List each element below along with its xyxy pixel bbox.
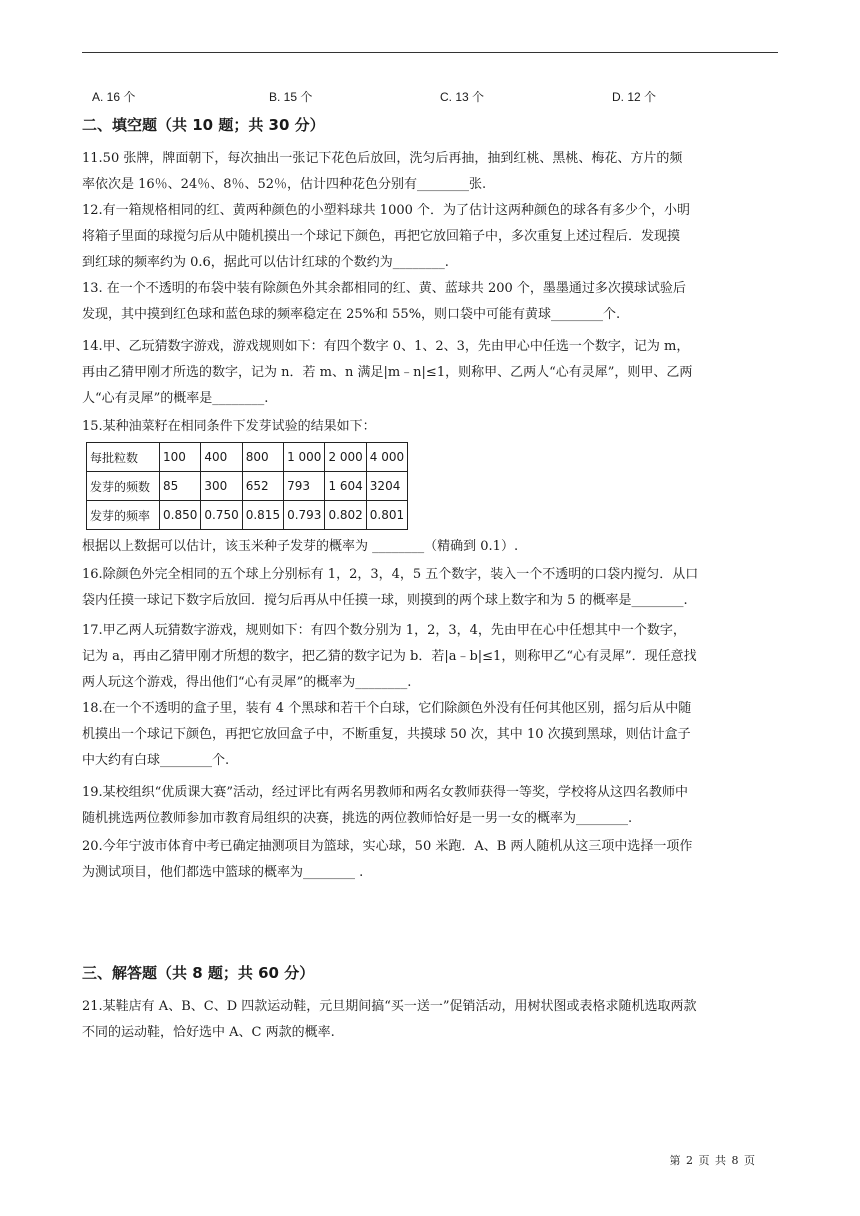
question-line: 为测试项目，他们都选中篮球的概率为________ . — [82, 865, 364, 880]
table-cell: 1 604 — [325, 472, 366, 501]
question-line: 再由乙猜甲刚才所选的数字，记为 n．若 m、n 满足|m﹣n|≤1，则称甲、乙两人“心有灵犀”，则甲、乙两 — [82, 365, 693, 380]
table-cell: 发芽的频率 — [87, 501, 160, 530]
question-19 — [82, 780, 782, 832]
question-14 — [82, 334, 782, 412]
question-line: 率依次是 16％、24％、8％、52％，估计四种花色分别有________张. — [82, 177, 487, 192]
question-18 — [82, 696, 782, 774]
section-answer-title: 三、解答题（共 8 题；共 60 分） — [82, 964, 315, 982]
table-cell: 652 — [242, 472, 283, 501]
question-line: 根据以上数据可以估计，该玉米种子发芽的概率为 ________（精确到 0.1）. — [82, 539, 519, 554]
question-line: 两人玩这个游戏，得出他们“心有灵犀”的概率为________. — [82, 675, 412, 690]
question-line: 20.今年宁波市体育中考已确定抽测项目为篮球，实心球，50 米跑．A、B 两人随机从这三项中选择一项作 — [82, 839, 693, 854]
question-16 — [82, 562, 782, 614]
question-line: 将箱子里面的球搅匀后从中随机摸出一个球记下颜色，再把它放回箱子中，多次重复上述过程后．发现摸 — [82, 229, 681, 244]
table-cell: 85 — [160, 472, 201, 501]
question-12 — [82, 198, 782, 276]
header-rule — [82, 52, 778, 53]
table-cell: 400 — [201, 443, 242, 472]
table-cell: 3204 — [366, 472, 407, 501]
table-cell: 0.801 — [366, 501, 407, 530]
table-cell: 0.815 — [242, 501, 283, 530]
option-c: C. 13 个 — [440, 90, 485, 104]
question-line: 21.某鞋店有 A、B、C、D 四款运动鞋，元旦期间搞“买一送一”促销活动，用树状图或表格求随机选取两款 — [82, 999, 697, 1014]
question-20 — [82, 834, 782, 886]
question-line: 不同的运动鞋，恰好选中 A、C 两款的概率. — [82, 1025, 335, 1040]
table-cell: 300 — [201, 472, 242, 501]
question-line: 15.某种油菜籽在相同条件下发芽试验的结果如下： — [82, 419, 376, 434]
table-cell: 0.802 — [325, 501, 366, 530]
question-line: 袋内任摸一球记下数字后放回．搅匀后再从中任摸一球，则摸到的两个球上数字和为 5 的概率是________. — [82, 593, 688, 608]
table-cell: 4 000 — [366, 443, 407, 472]
question-21 — [82, 994, 782, 1046]
question-13 — [82, 276, 782, 328]
question-line: 到红球的频率约为 0.6，据此可以估计红球的个数约为________. — [82, 255, 449, 270]
table-cell: 0.850 — [160, 501, 201, 530]
question-11 — [82, 146, 782, 198]
question-line: 18.在一个不透明的盒子里，装有 4 个黑球和若干个白球，它们除颜色外没有任何其他区别，摇匀后从中随 — [82, 701, 692, 716]
question-line: 12.有一箱规格相同的红、黄两种颜色的小塑料球共 1000 个．为了估计这两种颜色的球各有多少个，小明 — [82, 203, 691, 218]
previous-question-options — [92, 88, 732, 106]
table-cell: 每批粒数 — [87, 443, 160, 472]
question-line: 16.除颜色外完全相同的五个球上分别标有 1，2，3，4，5 五个数字，装入一个不透明的口袋内搅匀．从口 — [82, 567, 699, 582]
question-line: 发现，其中摸到红色球和蓝色球的频率稳定在 25%和 55%，则口袋中可能有黄球________个. — [82, 307, 621, 322]
option-a: A. 16 个 — [92, 90, 136, 104]
germination-table — [86, 442, 408, 530]
question-line: 人“心有灵犀”的概率是________. — [82, 391, 269, 406]
option-d: D. 12 个 — [612, 90, 657, 104]
question-line: 机摸出一个球记下颜色，再把它放回盒子中，不断重复，共摸球 50 次，其中 10 次摸到黑球，则估计盒子 — [82, 727, 691, 742]
question-line: 14.甲、乙玩猜数字游戏，游戏规则如下：有四个数字 0、1、2、3，先由甲心中任选一个数字，记为 m， — [82, 339, 690, 354]
question-line: 随机挑选两位教师参加市教育局组织的决赛，挑选的两位教师恰好是一男一女的概率为________. — [82, 811, 633, 826]
table-cell: 100 — [160, 443, 201, 472]
table-row — [87, 501, 408, 530]
question-line: 13. 在一个不透明的布袋中装有除颜色外其余都相同的红、黄、蓝球共 200 个，墨墨通过多次摸球试验后 — [82, 281, 686, 296]
table-cell: 1 000 — [284, 443, 325, 472]
question-line: 11.50 张牌，牌面朝下，每次抽出一张记下花色后放回，洗匀后再抽，抽到红桃、黑桃、梅花、方片的频 — [82, 151, 683, 166]
table-cell: 800 — [242, 443, 283, 472]
option-b: B. 15 个 — [269, 90, 313, 104]
question-line: 记为 a，再由乙猜甲刚才所想的数字，把乙猜的数字记为 b．若|a﹣b|≤1，则称甲乙“心有灵犀”．现任意找 — [82, 649, 697, 664]
question-line: 19.某校组织“优质课大赛”活动，经过评比有两名男教师和两名女教师获得一等奖，学校将从这四名教师中 — [82, 785, 688, 800]
section-fill-in-title: 二、填空题（共 10 题；共 30 分） — [82, 116, 325, 134]
question-15 — [82, 414, 782, 440]
table-cell: 发芽的频数 — [87, 472, 160, 501]
table-cell: 2 000 — [325, 443, 366, 472]
page-number: 第 2 页 共 8 页 — [669, 1154, 756, 1167]
table-cell: 0.750 — [201, 501, 242, 530]
table-cell: 0.793 — [284, 501, 325, 530]
table-cell: 793 — [284, 472, 325, 501]
question-15-followup — [82, 534, 782, 560]
question-line: 17.甲乙两人玩猜数字游戏，规则如下：有四个数分别为 1，2，3，4，先由甲在心中任想其中一个数字， — [82, 623, 686, 638]
table-row — [87, 443, 408, 472]
question-17 — [82, 618, 782, 696]
table-row — [87, 472, 408, 501]
question-line: 中大约有白球________个. — [82, 753, 230, 768]
